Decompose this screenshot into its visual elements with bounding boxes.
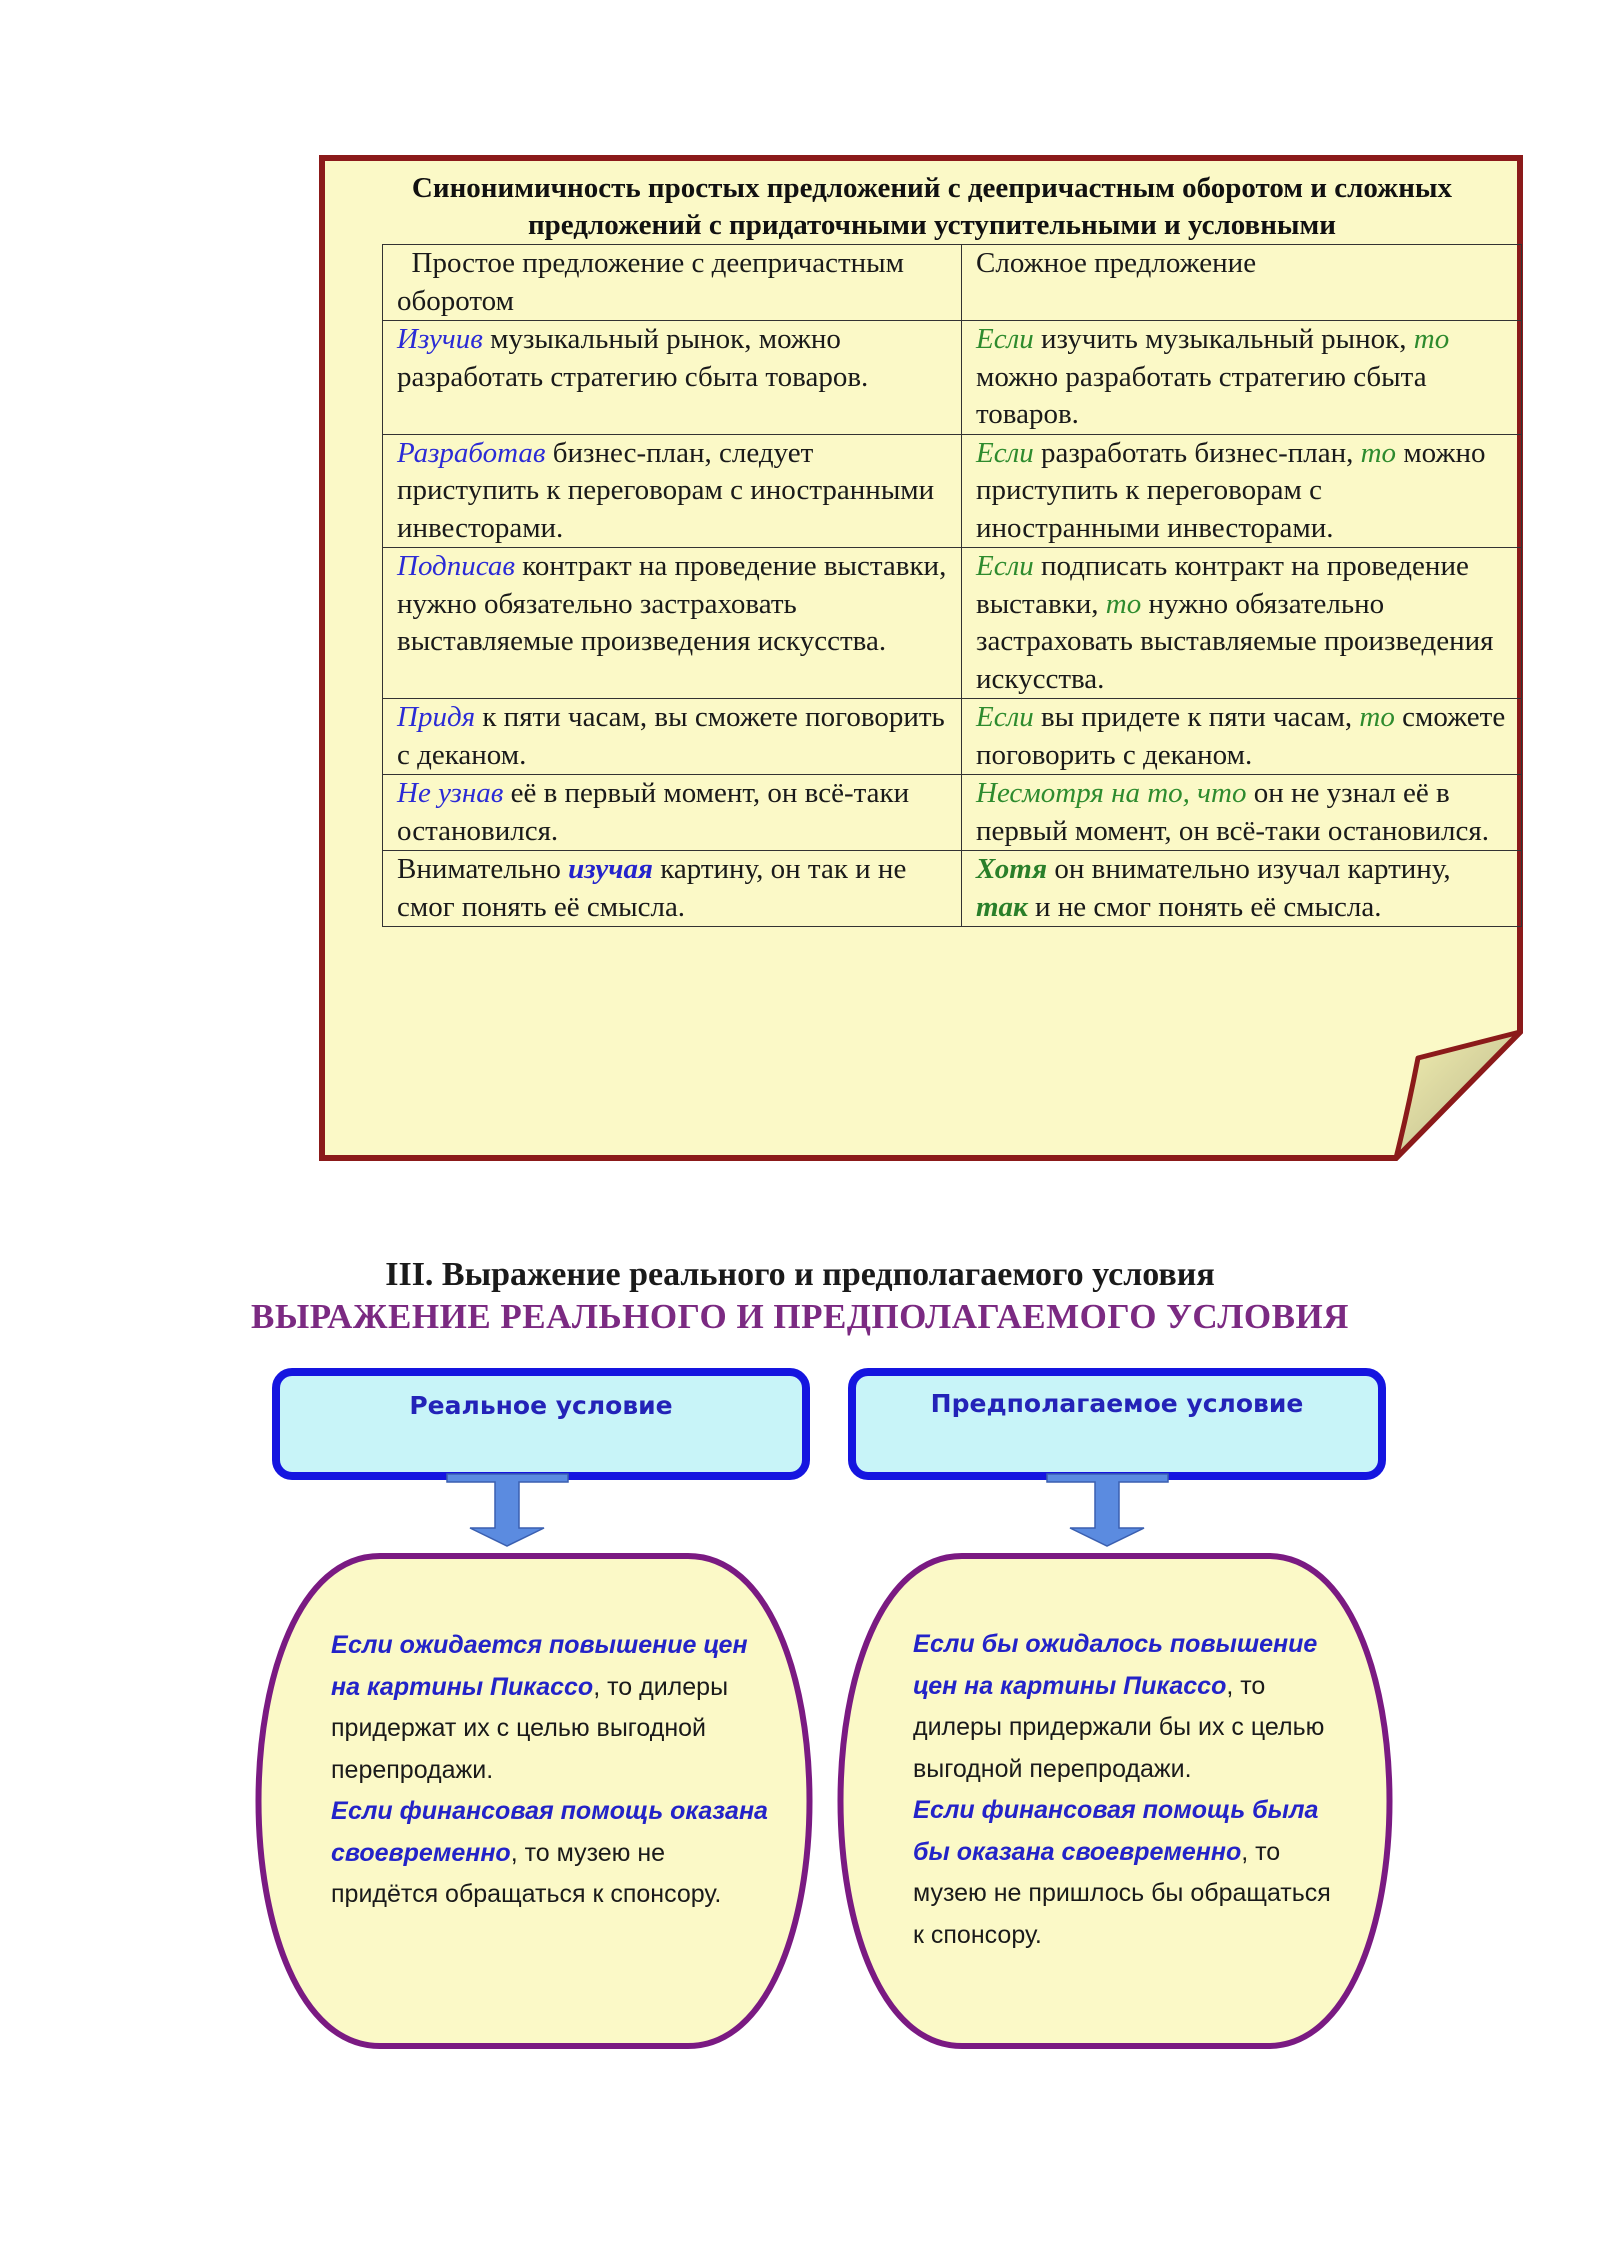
table-body [383,321,1522,927]
simple-sentence-cell [383,775,962,851]
table-header-row [383,245,1522,321]
complex-sentence-text: вы придете к пяти часам, [1033,701,1360,733]
simple-sentence-text: музыкальный рынок, можно разработать стратегию сбыта товаров. [397,323,869,393]
conjunction-highlight: Если [976,550,1034,582]
real-condition-label: Реальное условие [409,1391,673,1420]
complex-sentence-cell [962,699,1522,775]
note-title: Синонимичность простых предложений с деепричастным оборотом и сложных предложений с придаточными уступительными и условными [411,172,1453,241]
real-condition-examples [331,1625,771,1916]
assumed-example-1-result: , то дилеры придержали бы их с целью выгодной перепродажи. [913,1671,1325,1783]
assumed-condition-examples [913,1624,1343,1956]
conjunction-highlight: Если [976,701,1034,733]
simple-sentence-text: к пяти часам, вы сможете поговорить с деканом. [397,701,945,771]
simple-sentence-text: контракт на проведение выставки, нужно обязательно застраховать выставляемые произведения искусства. [397,550,947,657]
simple-sentence-cell [383,548,962,699]
complex-sentence-cell [962,434,1522,548]
participle-highlight: Придя [397,701,476,733]
complex-sentence-tail: и не смог понять её смысла. [1027,890,1382,923]
simple-sentence-cell [383,851,962,927]
table-row [383,548,1522,699]
simple-sentence-cell [383,434,962,548]
section-subtitle: ВЫРАЖЕНИЕ РЕАЛЬНОГО И ПРЕДПОЛАГАЕМОГО УСЛОВИЯ [251,1297,1349,1336]
table-row [383,321,1522,435]
real-example-1-result: , то дилеры придержат их с целью выгодной перепродажи. [331,1672,729,1784]
participle-highlight: Изучив [397,323,483,355]
real-example-2-condition: Если финансовая помощь оказана своевременно [331,1797,768,1867]
table-row [383,434,1522,548]
participle-highlight: изучая [568,853,653,885]
table-row [383,699,1522,775]
participle-highlight: Не узнав [397,777,504,809]
assumed-arrow [1047,1474,1168,1546]
conjunction-highlight: Если [976,436,1034,469]
correlative-highlight: то [1360,436,1397,469]
conditions-diagram [0,1350,1600,2050]
simple-sentence-pre: Внимательно [397,853,569,885]
complex-sentence-tail: можно разработать стратегию сбыта товаров. [976,360,1427,430]
simple-sentence-text: бизнес-план, следует приступить к переговорам с иностранными инвесторами. [397,436,935,544]
real-condition-box [276,1372,806,1476]
real-arrow [447,1474,568,1546]
assumed-example-1-condition: Если бы ожидалось повышение цен на картины Пикассо [913,1630,1318,1700]
complex-sentence-text: подписать контракт на проведение выставки, [976,550,1469,620]
section-title: III. Выражение реального и предполагаемого условия [385,1256,1215,1293]
complex-sentence-tail: нужно обязательно застраховать выставляемые произведения искусства. [976,587,1494,695]
participle-highlight: Подписав [397,550,515,582]
complex-sentence-cell [962,548,1522,699]
correlative-highlight: так [976,890,1028,923]
real-example-1-condition: Если ожидается повышение цен на картины Пикассо [331,1631,748,1701]
correlative-highlight: то [1359,701,1395,733]
correlative-highlight: то [1413,323,1450,355]
complex-sentence-cell [962,321,1522,435]
complex-sentence-text: разработать бизнес-план, [1033,436,1361,469]
real-example-2-result: , то музею не придётся обращаться к спонсору. [331,1838,722,1908]
table-row [383,775,1522,851]
conjunction-highlight: Если [976,323,1034,355]
correlative-highlight: то [1105,587,1142,620]
simple-sentence-cell [383,699,962,775]
participle-highlight: Разработав [397,436,546,469]
simple-sentence-cell [383,321,962,435]
conjunction-highlight: Хотя [976,853,1048,885]
complex-sentence-text: изучить музыкальный рынок, [1033,323,1414,355]
complex-sentence-tail: сможете поговорить с деканом. [976,701,1506,771]
complex-sentence-text: он внимательно изучал картину, [1047,853,1451,885]
simple-sentence-text: картину, он так и не смог понять её смысла. [397,853,907,923]
complex-sentence-text: он не узнал её в первый момент, он всё-таки остановился. [976,777,1489,847]
synonymy-table [382,244,1522,927]
assumed-condition-label: Предполагаемое условие [930,1389,1304,1418]
header-complex: Сложное предложение [962,245,1522,321]
complex-sentence-cell [962,851,1522,927]
assumed-condition-box [852,1372,1382,1476]
complex-sentence-tail: можно приступить к переговорам с иностранными инвесторами. [976,436,1486,544]
table-row [383,851,1522,927]
conjunction-highlight: Несмотря на то, что [976,777,1247,809]
header-simple: Простое предложение с деепричастным оборотом [383,245,962,321]
complex-sentence-cell [962,775,1522,851]
synonymy-note [342,170,1522,927]
simple-sentence-text: её в первый момент, он всё-таки остановился. [397,777,910,847]
assumed-example-2-result: , то музею не пришлось бы обращаться к спонсору. [913,1837,1331,1949]
assumed-example-2-condition: Если финансовая помощь была бы оказана своевременно [913,1796,1319,1866]
